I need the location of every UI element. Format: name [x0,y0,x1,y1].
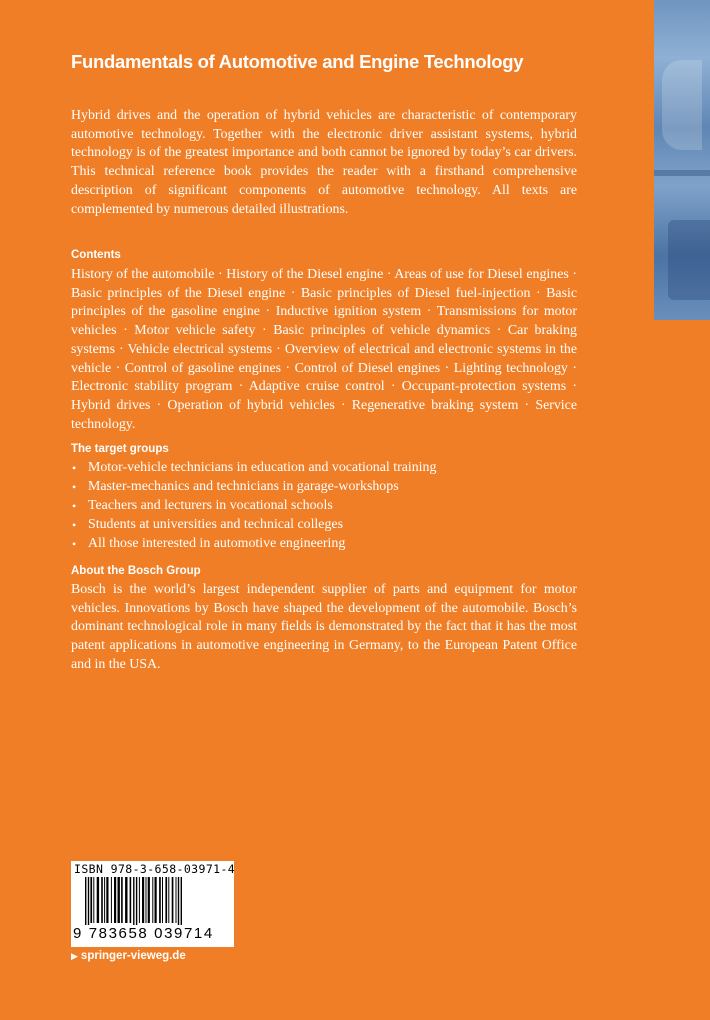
arrow-icon: ▶ [71,951,78,961]
barcode-bar [168,877,169,923]
barcode-bar [176,877,177,923]
barcode-bar [181,877,182,927]
barcode-bar [152,877,153,923]
barcode-bars [71,877,234,927]
barcode-bar [136,877,137,927]
ean-digits: 9 783658 039714 [73,925,214,942]
isbn-number: ISBN 978-3-658-03971-4 [74,862,236,876]
list-item: • Teachers and lecturers in vocational schools [71,497,591,516]
book-title: Fundamentals of Automotive and Engine Technology [71,51,524,72]
barcode-bar [172,877,174,923]
bullet-icon: • [72,517,77,532]
list-item: • Master-mechanics and technicians in garage-workshops [71,478,591,497]
intro-paragraph: Hybrid drives and the operation of hybrid vehicles are characteristic of contemporary automotive technology. Together with the electronic driver assistant systems, hybrid technology is of the greatest importance and both cannot be ignored by today’s car drivers. This technical reference book provides the reader with a firsthand comprehensive description of significant components of automotive technology. All texts are complemented by numerous detailed illustrations. [71,108,577,217]
isbn-barcode [71,861,234,947]
barcode-bar [146,877,147,923]
cover-photo-edge [654,0,710,320]
barcode-bar [142,877,144,923]
barcode-bar [148,877,150,923]
barcode-bar [130,877,132,923]
bullet-icon: • [72,498,77,513]
barcode-bar [106,877,108,923]
about-paragraph: Bosch is the world’s largest independent supplier of parts and equipment for motor vehicles. Innovations by Bosch have shaped the development of the automobile. Bosch’s dominant technological role in many fields is demonstrated by the fact that it has the most patent applications in automotive engineering in Germany, to the European Patent Office and in the USA. [71,582,577,672]
barcode-bar [114,877,116,923]
list-item: • All those interested in automotive engineering [71,535,591,554]
list-item: • Students at universities and technical colleges [71,516,591,535]
bullet-icon: • [72,536,77,551]
barcode-bar [88,877,89,927]
barcode-bar [104,877,105,923]
barcode-bar [133,877,134,927]
barcode-bar [165,877,167,923]
contents-paragraph: History of the automobile · History of the Diesel engine · Areas of use for Diesel engines · Basic principles of the Diesel engine · Basic principles of Diesel fuel-injection · Basic principles of the gasoline engine · Inductive ignition system · Transmissions for motor vehicles · Motor vehicle safety · Basic principles of vehicle dynamics · Car braking systems · Vehicle electrical systems · Overview of electrical and electronic systems in the vehicle · Control of gasoline engines · Control of Diesel engines · Lighting technology · Electronic stability program · Adaptive cruise control · Occupant-protection systems · Hybrid drives · Operation of hybrid vehicles · Regenerative braking system · Service technology. [71,267,577,432]
barcode-bar [101,877,103,923]
publisher-website[interactable] [71,950,186,962]
barcode-bar [121,877,123,923]
barcode-bar [155,877,157,923]
barcode-bar [125,877,127,923]
bullet-icon: • [72,479,77,494]
contents-heading: Contents [71,249,121,261]
bullet-icon: • [72,461,77,475]
barcode-bar [118,877,120,923]
target-groups-heading: The target groups [71,443,169,455]
barcode-bar [97,877,99,923]
barcode-bar [159,877,161,923]
website-url: springer-vieweg.de [80,950,186,962]
barcode-bar [111,877,112,923]
barcode-bar [139,877,140,923]
barcode-bar [90,877,92,923]
list-item: • Motor-vehicle technicians in education and vocational training [71,459,591,478]
about-heading: About the Bosch Group [71,565,201,577]
barcode-bar [178,877,179,927]
barcode-bar [93,877,94,923]
barcode-bar [162,877,163,923]
barcode-bar [85,877,86,927]
target-groups-list [71,459,591,554]
